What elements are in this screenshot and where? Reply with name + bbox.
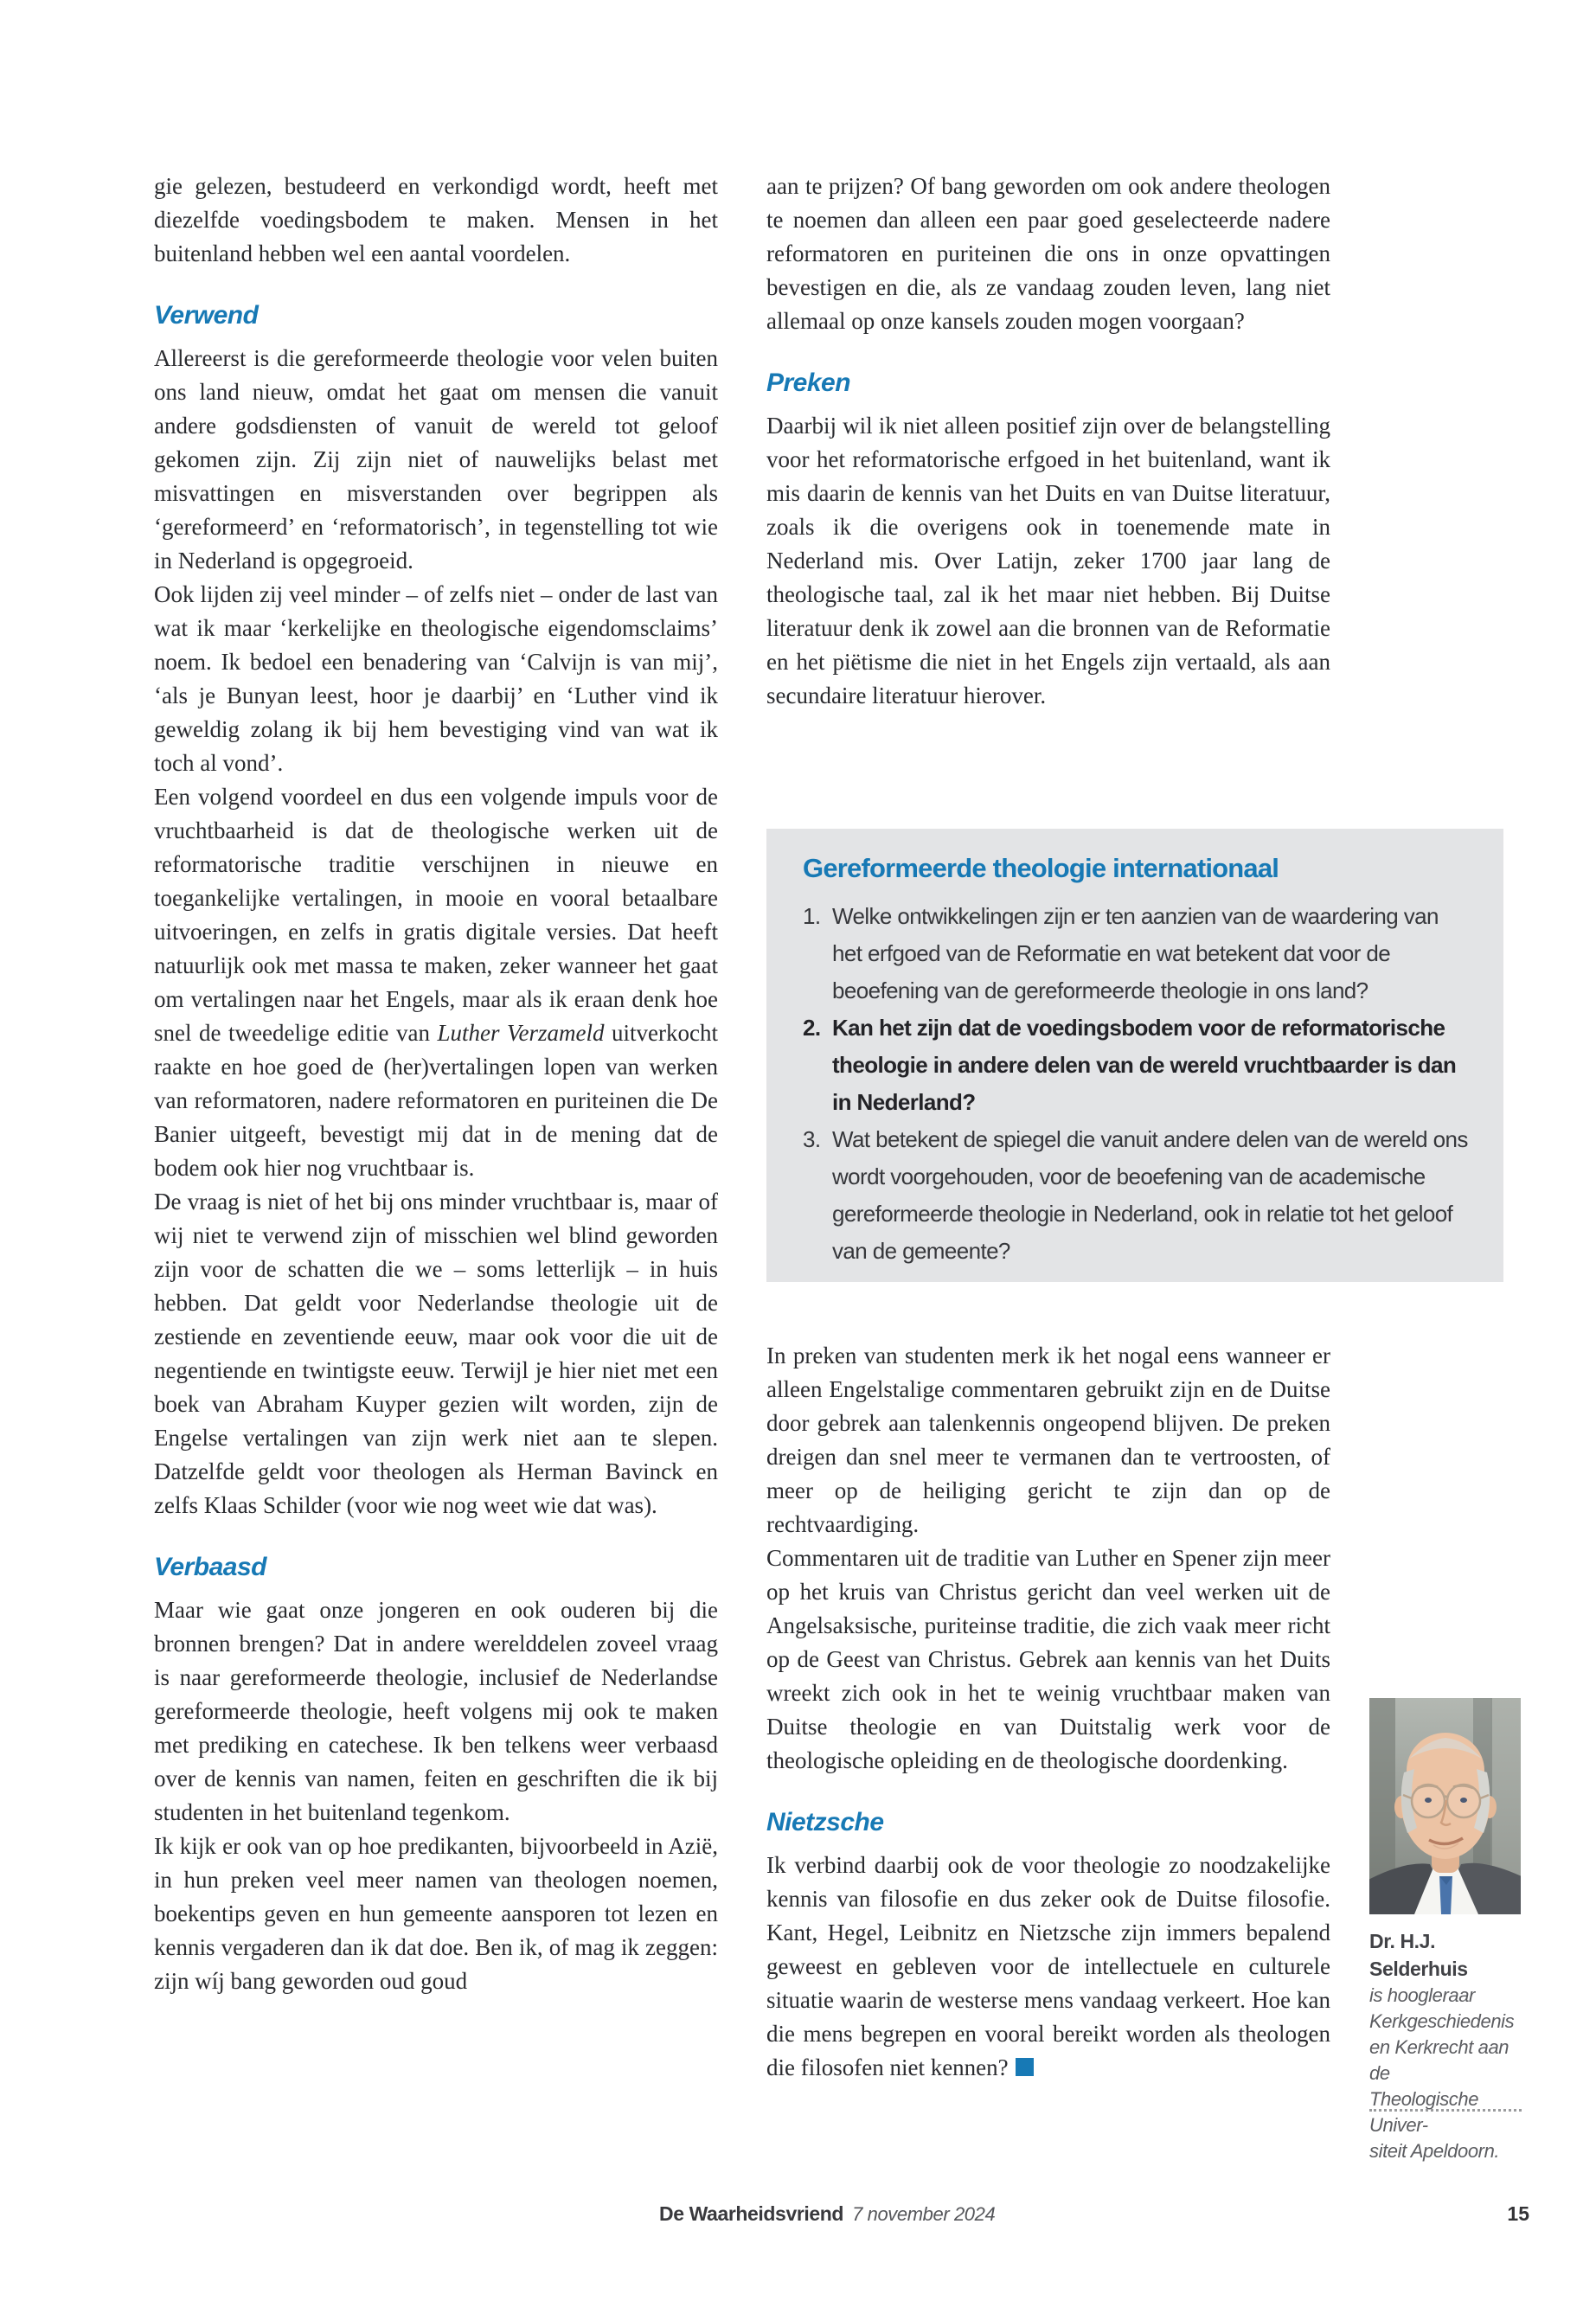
question-item <box>803 898 1469 1009</box>
paragraph-text: uitverkocht raakte en hoe goed de (her)vertalingen lopen van werken van reformatoren, nadere reformatoren en puriteinen die De Banier uitgeeft, bevestigt mij dat in de mening dat de bodem ook hier nog vruchtbaar is. <box>154 1020 718 1181</box>
paragraph: Allereerst is die gereformeerde theologie voor velen buiten ons land nieuw, omdat het gaat om mensen die vanuit andere godsdiensten of vanuit de wereld tot geloof gekomen zijn. Zij zijn niet of nauwelijks belast met misvattingen en misverstanden over begrippen als ‘gereformeerd’ en ‘reformatorisch’, in tegenstelling tot wie in Nederland is opgegroeid. <box>154 345 718 574</box>
paragraph: gie gelezen, bestudeerd en verkondigd wordt, heeft met diezelfde voedingsbodem te maken. Mensen in het buitenland hebben wel een aantal voordelen. <box>154 173 718 266</box>
question-text: Wat betekent de spiegel die vanuit andere delen van de wereld ons wordt voorgehouden, voor de beoefening van de academische gereformeerde theologie in Nederland, ook in relatie tot het geloof van de gemeente? <box>832 1126 1468 1264</box>
end-of-article-marker-icon <box>1016 2058 1034 2076</box>
caption-line: en Kerkrecht aan de <box>1369 2036 1509 2084</box>
paragraph-text: Een volgend voordeel en dus een volgende impuls voor de vruchtbaarheid is dat de theologische werken uit de reformatorische traditie verschijnen in nieuwe en toegankelijke vertalingen, in mooie en vooral betaalbare uitvoeringen, en zelfs in gratis digitale versies. Dat heeft natuurlijk ook met massa te maken, zeker wanneer het gaat om vertalingen naar het Engels, maar als ik eraan denk hoe snel de tweedelige editie van <box>154 784 718 1046</box>
question-text: Welke ontwikkelingen zijn er ten aanzien van de waardering van het erfgoed van de Reformatie en wat betekent dat voor de beoefening van de gereformeerde theologie in ons land? <box>832 903 1439 1003</box>
caption-line: siteit Apeldoorn. <box>1369 2140 1500 2162</box>
right-column-upper <box>766 170 1330 713</box>
paragraph <box>766 1849 1330 2085</box>
magazine-title: De Waarheidsvriend <box>659 2202 844 2225</box>
question-number: 2. <box>803 1015 821 1041</box>
section-heading-nietzsche: Nietzsche <box>766 1808 884 1836</box>
paragraph-text: Ik verbind daarbij ook de voor theologie zo noodzakelijke kennis van filosofie en dus zeker ook de Duitse filosofie. Kant, Hegel, Leibnitz en Nietzsche zijn immers bepalend geweest en gebleven voor de intellectuele en culturele situatie waarin de westerse mens vandaag verkeert. Hoe kan die mens begrepen en vooral bereikt worden als theologen die filosofen niet kennen? <box>766 1852 1330 2080</box>
caption-name: Dr. H.J. Selderhuis <box>1369 1930 1468 1980</box>
photo-caption <box>1369 1927 1530 2164</box>
paragraph: Ik kijk er ook van op hoe predikanten, bijvoorbeeld in Azië, in hun preken veel meer namen van theologen noemen, boekentips geven en hun gemeente aansporen tot lezen en kennis vergaderen dan ik dat doe. Ben ik, of mag ik zeggen: zijn wíj bang geworden oud goud <box>154 1833 718 1994</box>
section-heading-verbaasd: Verbaasd <box>154 1553 266 1581</box>
paragraph: aan te prijzen? Of bang geworden om ook andere theologen te noemen dan alleen een paar goed geselecteerde nadere reformatoren en puriteinen die ons in onze opvattingen bevestigen en die, als ze vandaag zouden leven, lang niet allemaal op onze kansels zouden mogen voorgaan? <box>766 173 1330 334</box>
paragraph: In preken van studenten merk ik het nogal eens wanneer er alleen Engelstalige commentaren gebruikt zijn en de Duitse door gebrek aan talenkennis ongeopend blijven. De preken dreigen dan snel meer te vermanen dan te vertroosten, of meer op de heiliging gericht te zijn dan op de rechtvaardiging. <box>766 1343 1330 1537</box>
question-item <box>803 1121 1469 1270</box>
question-number: 1. <box>803 903 821 929</box>
caption-dotted-divider <box>1369 2109 1522 2112</box>
page-number: 15 <box>1507 2202 1529 2225</box>
paragraph: Ook lijden zij veel minder – of zelfs niet – onder de last van wat ik maar ‘kerkelijke en theologische eigendomsclaims’ noem. Ik bedoel een benadering van ‘Calvijn is van mij’, ‘als je Bunyan leest, hoor je daarbij’ en ‘Luther vind ik geweldig zolang ik bij hem bevestiging vind van wat ik toch al vond’. <box>154 581 718 776</box>
paragraph: Daarbij wil ik niet alleen positief zijn over de belangstelling voor het reformatorische erfgoed in het buitenland, want ik mis daarin de kennis van het Duits en van Duitse literatuur, zoals ik die overigens ook in toenemende mate in Nederland mis. Over Latijn, zeker 1700 jaar lang de theologische taal, zal ik het maar niet hebben. Bij Duitse literatuur denk ik zowel aan die bronnen van de Reformatie en het piëtisme die niet in het Engels zijn vertaald, als aan secundaire literatuur hierover. <box>766 413 1330 708</box>
section-heading-verwend: Verwend <box>154 301 259 330</box>
caption-line: Kerkgeschiedenis <box>1369 2010 1515 2032</box>
paragraph: Maar wie gaat onze jongeren en ook ouderen bij die bronnen brengen? Dat in andere werelddelen zoveel vraag is naar gereformeerde theologie, inclusief de Nederlandse gereformeerde theologie, heeft volgens mij ook te maken met prediking en catechese. Ik ben telkens weer verbaasd over de kennis van namen, feiten en geschriften die ik bij studenten in het buitenland tegenkom. <box>154 1597 718 1825</box>
question-box <box>766 829 1503 1282</box>
caption-line: is hoogleraar <box>1369 1984 1475 2006</box>
paragraph: Commentaren uit de traditie van Luther en Spener zijn meer op het kruis van Christus gericht dan veel werken uit de Angelsaksische, puriteinse traditie, die zich vaak meer richt op de Geest van Christus. Gebrek aan kennis van het Duits wreekt zich ook in het te weinig vruchtbaar maken van Duitse theologie en van Duitstalig werk voor de theologische opleiding en de theologische doordenking. <box>766 1545 1330 1773</box>
caption-line: Theologische Univer- <box>1369 2088 1479 2136</box>
left-column <box>154 170 718 1998</box>
portrait-photo <box>1369 1697 1521 1915</box>
book-title-italic: Luther Verzameld <box>437 1020 605 1046</box>
section-heading-preken: Preken <box>766 369 851 397</box>
right-column-lower <box>766 1339 1330 2085</box>
question-item <box>803 1009 1469 1121</box>
question-text: Kan het zijn dat de voedingsbodem voor de reformatorische theologie in andere delen van de wereld vruchtbaarder is dan in Nederland? <box>832 1015 1457 1115</box>
question-number: 3. <box>803 1126 821 1152</box>
issue-date: 7 november 2024 <box>852 2203 996 2225</box>
paragraph: De vraag is niet of het bij ons minder vruchtbaar is, maar of wij niet te verwend zijn of misschien wel blind geworden zijn voor de schatten die we – soms letterlijk – in huis hebben. Dat geldt voor Nederlandse theologie uit de zestiende en zeventiende eeuw, maar ook voor die uit de negentiende en twintigste eeuw. Terwijl je hier niet met een boek van Abraham Kuyper gezien wilt worden, zijn de Engelse vertalingen van zijn werk niet aan te slepen. Datzelfde geldt voor theologen als Herman Bavinck en zelfs Klaas Schilder (voor wie nog weet wie dat was). <box>154 1189 718 1518</box>
question-box-heading: Gereformeerde theologie internationaal <box>803 853 1279 883</box>
paragraph <box>154 780 718 1185</box>
page-footer <box>659 2202 995 2226</box>
